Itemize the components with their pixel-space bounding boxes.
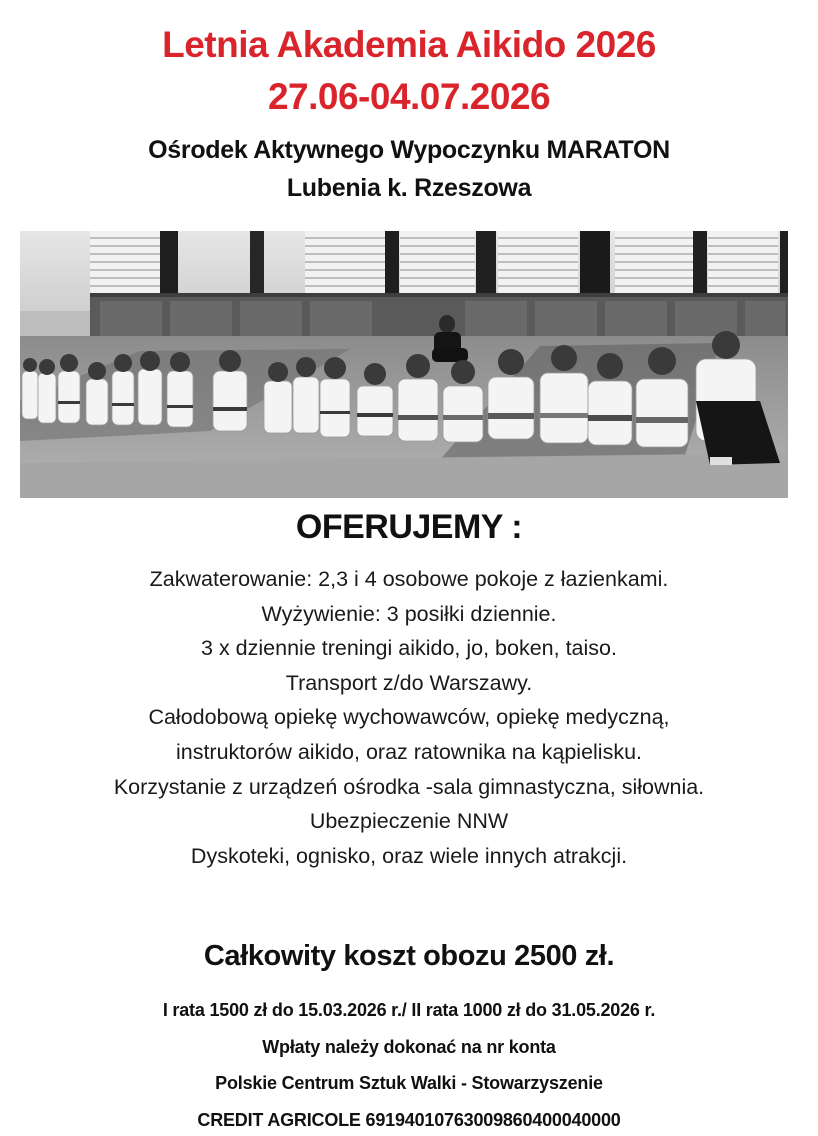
- offer-item-attractions: Dyskoteki, ognisko, oraz wiele innych atrakcji.: [190, 843, 628, 868]
- offer-item-meals: Wyżywienie: 3 posiłki dziennie.: [261, 601, 557, 626]
- offer-list: [0, 562, 818, 873]
- offer-item-transport: Transport z/do Warszawy.: [285, 670, 533, 695]
- offer-item-insurance: Ubezpieczenie NNW: [309, 809, 509, 834]
- offer-item-care: Całodobową opiekę wychowawców, opiekę medyczną,: [148, 705, 670, 730]
- dojo-group-photo: [20, 231, 788, 498]
- offer-item-trainings: 3 x dziennie treningi aikido, jo, boken, taiso.: [201, 636, 617, 661]
- offer-heading: OFERUJEMY :: [295, 508, 523, 546]
- payment-recipient: Polskie Centrum Sztuk Walki - Stowarzyszenie: [215, 1073, 603, 1093]
- venue-name: Ośrodek Aktywnego Wypoczynku MARATON: [148, 136, 670, 164]
- offer-item-accommodation: Zakwaterowanie: 2,3 i 4 osobowe pokoje z łazienkami.: [149, 567, 669, 591]
- event-dates: 27.06-04.07.2026: [267, 76, 551, 117]
- venue-location: Lubenia k. Rzeszowa: [286, 174, 532, 202]
- payment-installments: I rata 1500 zł do 15.03.2026 r./ II rata 1000 zł do 31.05.2026 r.: [162, 1000, 656, 1020]
- event-title: Letnia Akademia Aikido 2026: [162, 24, 656, 65]
- payment-instruction: Wpłaty należy dokonać na nr konta: [262, 1037, 556, 1057]
- offer-item-instructors: instruktorów aikido, oraz ratownika na kąpielisku.: [175, 739, 643, 764]
- offer-item-facilities: Korzystanie z urządzeń ośrodka -sala gimnastyczna, siłownia.: [113, 774, 705, 799]
- bank-account-number: CREDIT AGRICOLE 69194010763009860400040000: [197, 1110, 621, 1130]
- total-cost: Całkowity koszt obozu 2500 zł.: [203, 940, 615, 972]
